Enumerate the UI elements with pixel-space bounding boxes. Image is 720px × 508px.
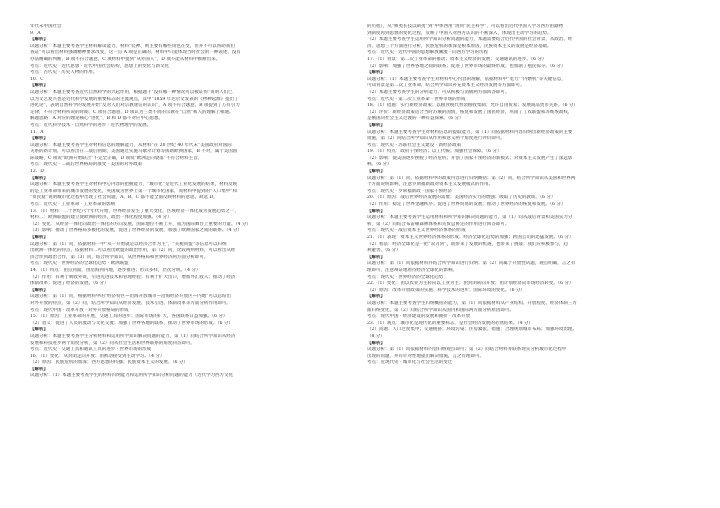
text-line: 理即可，注意辩证地看待经济全球化的影响。 xyxy=(367,267,457,273)
text-line: 考点：现代中国 · 改革开放 · 对外开放格局的形成 xyxy=(30,307,129,313)
text-line: 试题分析：本题主要考查近代自然科学的兴起作用，根据题干“没有哪一种情况可以被证伪”说明人们已 xyxy=(30,89,233,95)
text-line: 【解析】 xyxy=(367,294,385,300)
text-line: 考点：现代中国 · 经济建设的发展和曲折 · 改革开放 xyxy=(367,314,471,320)
text-line: 际战略，C 项说“欧洲开始联合”不完全正确，D 项说“欧洲走向衰落”不符合材料主旨。 xyxy=(30,155,203,161)
text-line: 【解析】 xyxy=(30,327,48,333)
text-line: 响。（6 分） xyxy=(367,162,392,168)
text-line: 考点：近代科学技术 · 自然科学的进步 · 近代物理学的发展。 xyxy=(30,122,152,128)
text-line: 【解析】 xyxy=(30,366,48,372)
text-line: （2）原因：改革开放政策的实施；科学技术的进步；国际环境的变化。（6 分） xyxy=(367,287,525,293)
text-line: （2）本题主要考查学生运用所学知识分析问题的能力，本题需要结合近代中国的社会背景，从政治、经 xyxy=(367,37,573,43)
text-line: 试题分析：（1）本题主要考查学生的材料归纳能力和运用所学知识分析问题的能力（近代学习西方文化 xyxy=(30,373,234,379)
text-line: 析，第（2）问结合布雷顿森林体系和关贸总协定的作用进行回答即可。 xyxy=(367,221,510,227)
text-line: 21．（1）表现：资本主义世界经济体系的形成；经济全球化趋势的加强；跨国公司的迅猛发展。（6 分） xyxy=(367,235,574,240)
text-line: 考点：现代史 · 世界经济的全球化趋势 xyxy=(367,274,444,280)
text-line: 考点：近代史 · 第二次工业革命 · 世界市场的形成 xyxy=(367,96,466,102)
text-line: 【解析】 xyxy=(30,83,48,89)
text-line: 18．（1）措施：实行新经济政策；以粮食税代替余粮收集制；允许自由贸易；发展商品货币关系。（6 分） xyxy=(367,103,578,109)
text-line: 的历程），从“师夷长技以制夷”到“中体西用”再到“民主科学”，可以看出近代中国人学习西方由器物 xyxy=(367,24,564,29)
text-line: （2）评价：新经济政策适合当时苏俄的国情，恢复和发展了国民经济，巩固了工农联盟和苏维埃政权， xyxy=(367,109,573,115)
text-line: （2）问题：人口过度集中；交通拥挤；环境污染；住房紧张。措施：合理规划城市布局；加强环境治理。 xyxy=(367,327,577,333)
text-line: 试题分析：本题主要考查学生归纳概括的能力，第（1）问依据材料从产业结构、开放程度、经济体制三方 xyxy=(367,300,577,306)
text-line: 到制度再到思想的变化过程，反映了中国人对西方认识的不断深入，体现出主动学习的趋势。 xyxy=(367,30,552,36)
text-line: 试题分析：本题主要考查学生对材料信息的理解能力，从材料“在 20 世纪 40 年代末”美国政府对国际 xyxy=(30,142,232,148)
text-line: 考点：近代史 · 近代思想 · 近代中国社会结构，思想上的变化与新文化 xyxy=(30,63,170,69)
text-line: 是俄国向社会主义过渡的一种有益探索。（6 分） xyxy=(367,116,464,122)
text-line: 查证”可以看出材料强调精神要求改变，这一点 A 项是正确的，材料中只能体现当时社会的一种表述，没有 xyxy=(30,50,241,56)
text-line: （8 分） xyxy=(367,333,385,339)
text-line: 年代末中国社会 xyxy=(30,24,62,29)
text-line: 试题分析：本题主要考查学生运用材料和所学知识解决问题的能力，第（1）问从战后背景和美国实力分 xyxy=(367,215,573,221)
text-line: 17．（1）背景：第二次工业革命的推动；资本主义经济的发展；交通通讯的进步。（6 分） xyxy=(367,56,547,62)
text-line: 【解析】 xyxy=(30,37,48,43)
text-line: 利避害。（6 分） xyxy=(367,248,401,254)
text-line: 【解析】 xyxy=(30,136,48,142)
text-line: 19．（1）特点：政府干预经济；以工代赈；加强社会保障。（6 分） xyxy=(367,149,502,155)
text-line: （2）影响：使美国逐步摆脱了经济危机；开创了国家干预经济的新模式；对资本主义发展产生了深远影 xyxy=(367,155,573,161)
right-column xyxy=(367,24,690,486)
text-line: 济合作到政治合作，第（3）问，结合所学知识，从世界格局和世界经济两方面分析即可。 xyxy=(30,254,209,260)
text-line: 20．（1）原因：战后世界经济发展的需要；美国经济实力的增强；吸取了历史的教训。（6 分） xyxy=(367,195,556,201)
text-line: 【解析】 xyxy=(30,235,48,240)
text-line: 办法精确的判断，B 项不符合题意，C 项材料中提到“从外国人”，D 项不能从材料中推断出来。 xyxy=(30,56,221,62)
text-line: “贫民窟”说明城市化过程中出现了社会问题，A、B、C 都不能全面反映材料的意思，故选 D。 xyxy=(30,195,218,201)
text-line: （2）作用：稳定了世界金融秩序；促进了世界贸易的发展；推动了世界经济的恢复和发展。（6 分） xyxy=(367,202,566,208)
text-line: （2）本题主要考查学生的分析能力，可从积极与消极两方面回答即可。 xyxy=(367,89,510,95)
text-line: （3）影响：推动了世界格局多极化的发展，促进了世界经济的发展，加强了欧洲国家之间的联系。（4 分） xyxy=(30,228,242,234)
text-line: 考点：现代史 · 战后资本主义世界经济体系的形成 xyxy=(367,228,466,234)
text-line: （2）意义：促进了人员的流动与文化交流；加强了世界各地的联系，推动了世界市场的形成。（6 分） xyxy=(30,320,233,326)
text-line: 济、思想三个方面进行分析，民族危机的加深是根本原因，民族资本主义的发展是经济基础。 xyxy=(367,43,552,49)
text-line: 试题分析：第（1）问依据材料并结合所学知识进行归纳；第（2）问属于开放性试题，观点明确，言之有 xyxy=(367,261,576,267)
text-line: 考点：近现代史 · 城市化与社会生活的变迁 xyxy=(367,360,453,366)
text-line: 试题分析：第（1）问，根据材料中的“经济特区—沿海开放城市—沿海经济开放区—内地”可以总结出 xyxy=(30,294,231,300)
text-line: 试题分析：第（1）问，依据材料一中“从一开始就是以经济合作为主”，“关税同盟”等信息可以归纳 xyxy=(30,241,227,247)
text-line: 出现的问题，并有针对性地提出解决措施，言之有理即可。 xyxy=(367,353,484,359)
text-line: 23．（1）观点：城市化是现代化的重要标志，是社会经济发展的必然结果。（4 分） xyxy=(367,320,533,326)
text-line: 出欧洲一体化的特点，依据材料二可以看出欧盟的政治作用，第（2）问，比较两则材料，可以看出从经 xyxy=(30,248,236,254)
text-line: 【解析】 xyxy=(367,254,385,260)
text-line: 面归纳变化，第（2）问结合所学知识从国内和国际两方面分析原因即可。 xyxy=(367,307,514,313)
text-line: 考点：古代史 · 历史人物的作用。 xyxy=(30,70,98,76)
text-line: 13．（1）材料：二十世纪六十年代开始，世界经济发生了重大变化，区域经济一体化成为发展趋势之一， xyxy=(30,208,239,214)
text-line: 措施，第（2）问结合所学知识从作用和意义两个角度进行评价即可。 xyxy=(367,136,505,142)
text-line: （2）看法：经济全球化是一把“双刃剑”，既带来了发展的机遇，也带来了挑战；我们应积极参与，趋 xyxy=(367,241,568,247)
text-line: （2）影响：加强了世界各地之间的联系；促进了世界市场的最终形成；也加剧了殖民掠夺。（6 分） xyxy=(367,63,566,69)
text-line: 对外开放的特点，第（2）问，结合所学知识从经济发展、技术引进、体制改革等方面分析作用即可。 xyxy=(30,300,231,306)
text-line: 的是工业革命带来的城市发展的变化，英国成为世界上第一个城市化国家，而材料中提到的“人口集中”和 xyxy=(30,188,238,194)
text-line: 试题分析：（1）本题主要考查学生对材料中心内容的理解，依据材料中“电力”“内燃机”等关键信息， xyxy=(367,76,566,82)
text-line: 【解析】 xyxy=(367,169,385,175)
text-line: 14．（1）特点：由点到面，由沿海到内地，逐步推进；形式多样，层次分明。（4 分） xyxy=(30,267,201,273)
text-line: 体制改革；促进了经济的发展。（6 分） xyxy=(30,281,109,287)
text-line: 【解析】 xyxy=(367,70,385,76)
text-line: （2）作用：有利于吸收外资，引进先进技术和管理经验；有利于扩大出口，增加外汇收入；推动了经济 xyxy=(30,274,236,280)
text-line: 【解析】 xyxy=(367,122,385,128)
text-line: 考点：现代史 · 苏联社会主义建设 · 新经济政策 xyxy=(367,142,462,148)
text-line: 考点：近代史 · 近代中国的思想解放潮流 · 向西方学习的历程 xyxy=(367,50,489,56)
text-line: 考点：现代史 · 二战后世界格局的演变 · 美国的对外政策 xyxy=(30,162,143,168)
text-line: 考点：近代史 · 交通工具和通讯工具的进步 · 世界市场的形成 xyxy=(30,347,152,353)
text-line: 可知背景是第二次工业革命，结合所学知识补充资本主义经济发展等方面即可。 xyxy=(367,83,525,89)
text-line: 15．（1）原因：工业革命的开展，交通工具的进步；国际市场的扩大，各国联系日益加强。（6 分） xyxy=(30,314,228,320)
text-line: 16．（1）变化：从封闭走向开放；由被动接受到主动学习。（4 分） xyxy=(30,353,165,359)
text-line: 【解析】 xyxy=(367,208,385,214)
text-line: 考点：近代史 · 工业革命 · 工业革命的影响 xyxy=(30,202,116,208)
text-line: 试题分析：本题主要考查学生分析材料和运用所学知识解决问题的能力，第（1）问结合所学知识从经济 xyxy=(30,333,236,339)
text-line: 进化论”，表明自然科学的发展开始“反对人们对宗教迷信的认识”，A 项不符合题意，B 项提到了万有引力 xyxy=(30,103,240,109)
text-line: （2）变化：从经济一体化向政治一体化的方向发展，国际地位不断上升，成为国际舞台上重要的力量。（4 分） xyxy=(30,221,251,227)
text-line: 关系的新计划，可以看出在二战后初期，美国通过实施马歇尔计划等援助欧洲国家，B 不对，属于美国国 xyxy=(30,149,238,155)
left-column xyxy=(30,24,353,486)
text-line: 12．D xyxy=(30,169,44,175)
text-line: 【解析】 xyxy=(30,175,48,181)
text-line: 试题分析：本题主要考查学生对材料信息的提取能力，第（1）问依据材料内容归纳出新经济政策的主要 xyxy=(367,129,573,135)
text-line: 试题分析：第（1）问依据材料内容归纳观点即可；第（2）问结合材料并联系现实分析城市化过程中 xyxy=(367,347,567,353)
text-line: 材料二：欧洲联盟的建立使欧洲的经济、政治一体化程度加强。（4 分） xyxy=(30,215,172,221)
text-line: 22．（1）变化：由以农业为主转向以工业为主；由封闭转向开放；由计划经济向市场经济转变。（6 分） xyxy=(367,281,574,287)
text-line: （2）原因：民族危机的加深；西方思想的传播；民族资本主义的发展。（6 分） xyxy=(30,360,188,366)
text-line: 考点：现代史 · 世界经济的全球化趋势 · 欧洲联盟 xyxy=(30,261,129,267)
text-line: 定律，不符合材料所说的时期，C 项符合题意，D 项认为三类不同的宗教在“自然”和人的理解上相通。 xyxy=(30,109,234,115)
text-line: 试题分析：本题主要考查学生对材料中心内容的把握能力，“城市化”是近代工业化发展的结果，材料反映 xyxy=(30,182,238,188)
text-line: 【解析】 xyxy=(367,340,385,346)
text-line: 11．A xyxy=(30,129,44,135)
text-line: 个方面说明影响，注意罗斯福新政对资本主义发展模式的作用。 xyxy=(367,182,493,188)
text-line: 以为文艺复兴也是近代科学发展的重要标志的主流观点，其中“1859 年达尔文发表的《物种起源》提出了 xyxy=(30,96,239,102)
text-line: 发展和科技进步两个角度分析，第（2）问从社会生活和世界联系的角度回答即可。 xyxy=(30,340,195,346)
text-line: 解题思路：A 对应的理论核心“进化”，B 和 D 都不对应中心思想。 xyxy=(30,116,163,122)
text-line: 考点：现代史 · 罗斯福新政 · 国家干预经济 xyxy=(367,188,453,194)
text-line: 试题分析：第（1）问，依据材料中的政策内容进行归纳概括；第（2）问，结合所学知识从美国和世界两 xyxy=(367,175,576,181)
text-line: 10．C xyxy=(30,76,44,82)
text-line: 9．A xyxy=(30,30,41,36)
text-line: 【解析】 xyxy=(30,287,48,293)
text-line: 试题分析：本题主要考查学生材料解读能力，材料“装神、则主要有哪些角色在变，但并不可以帮助我们 xyxy=(30,43,235,49)
